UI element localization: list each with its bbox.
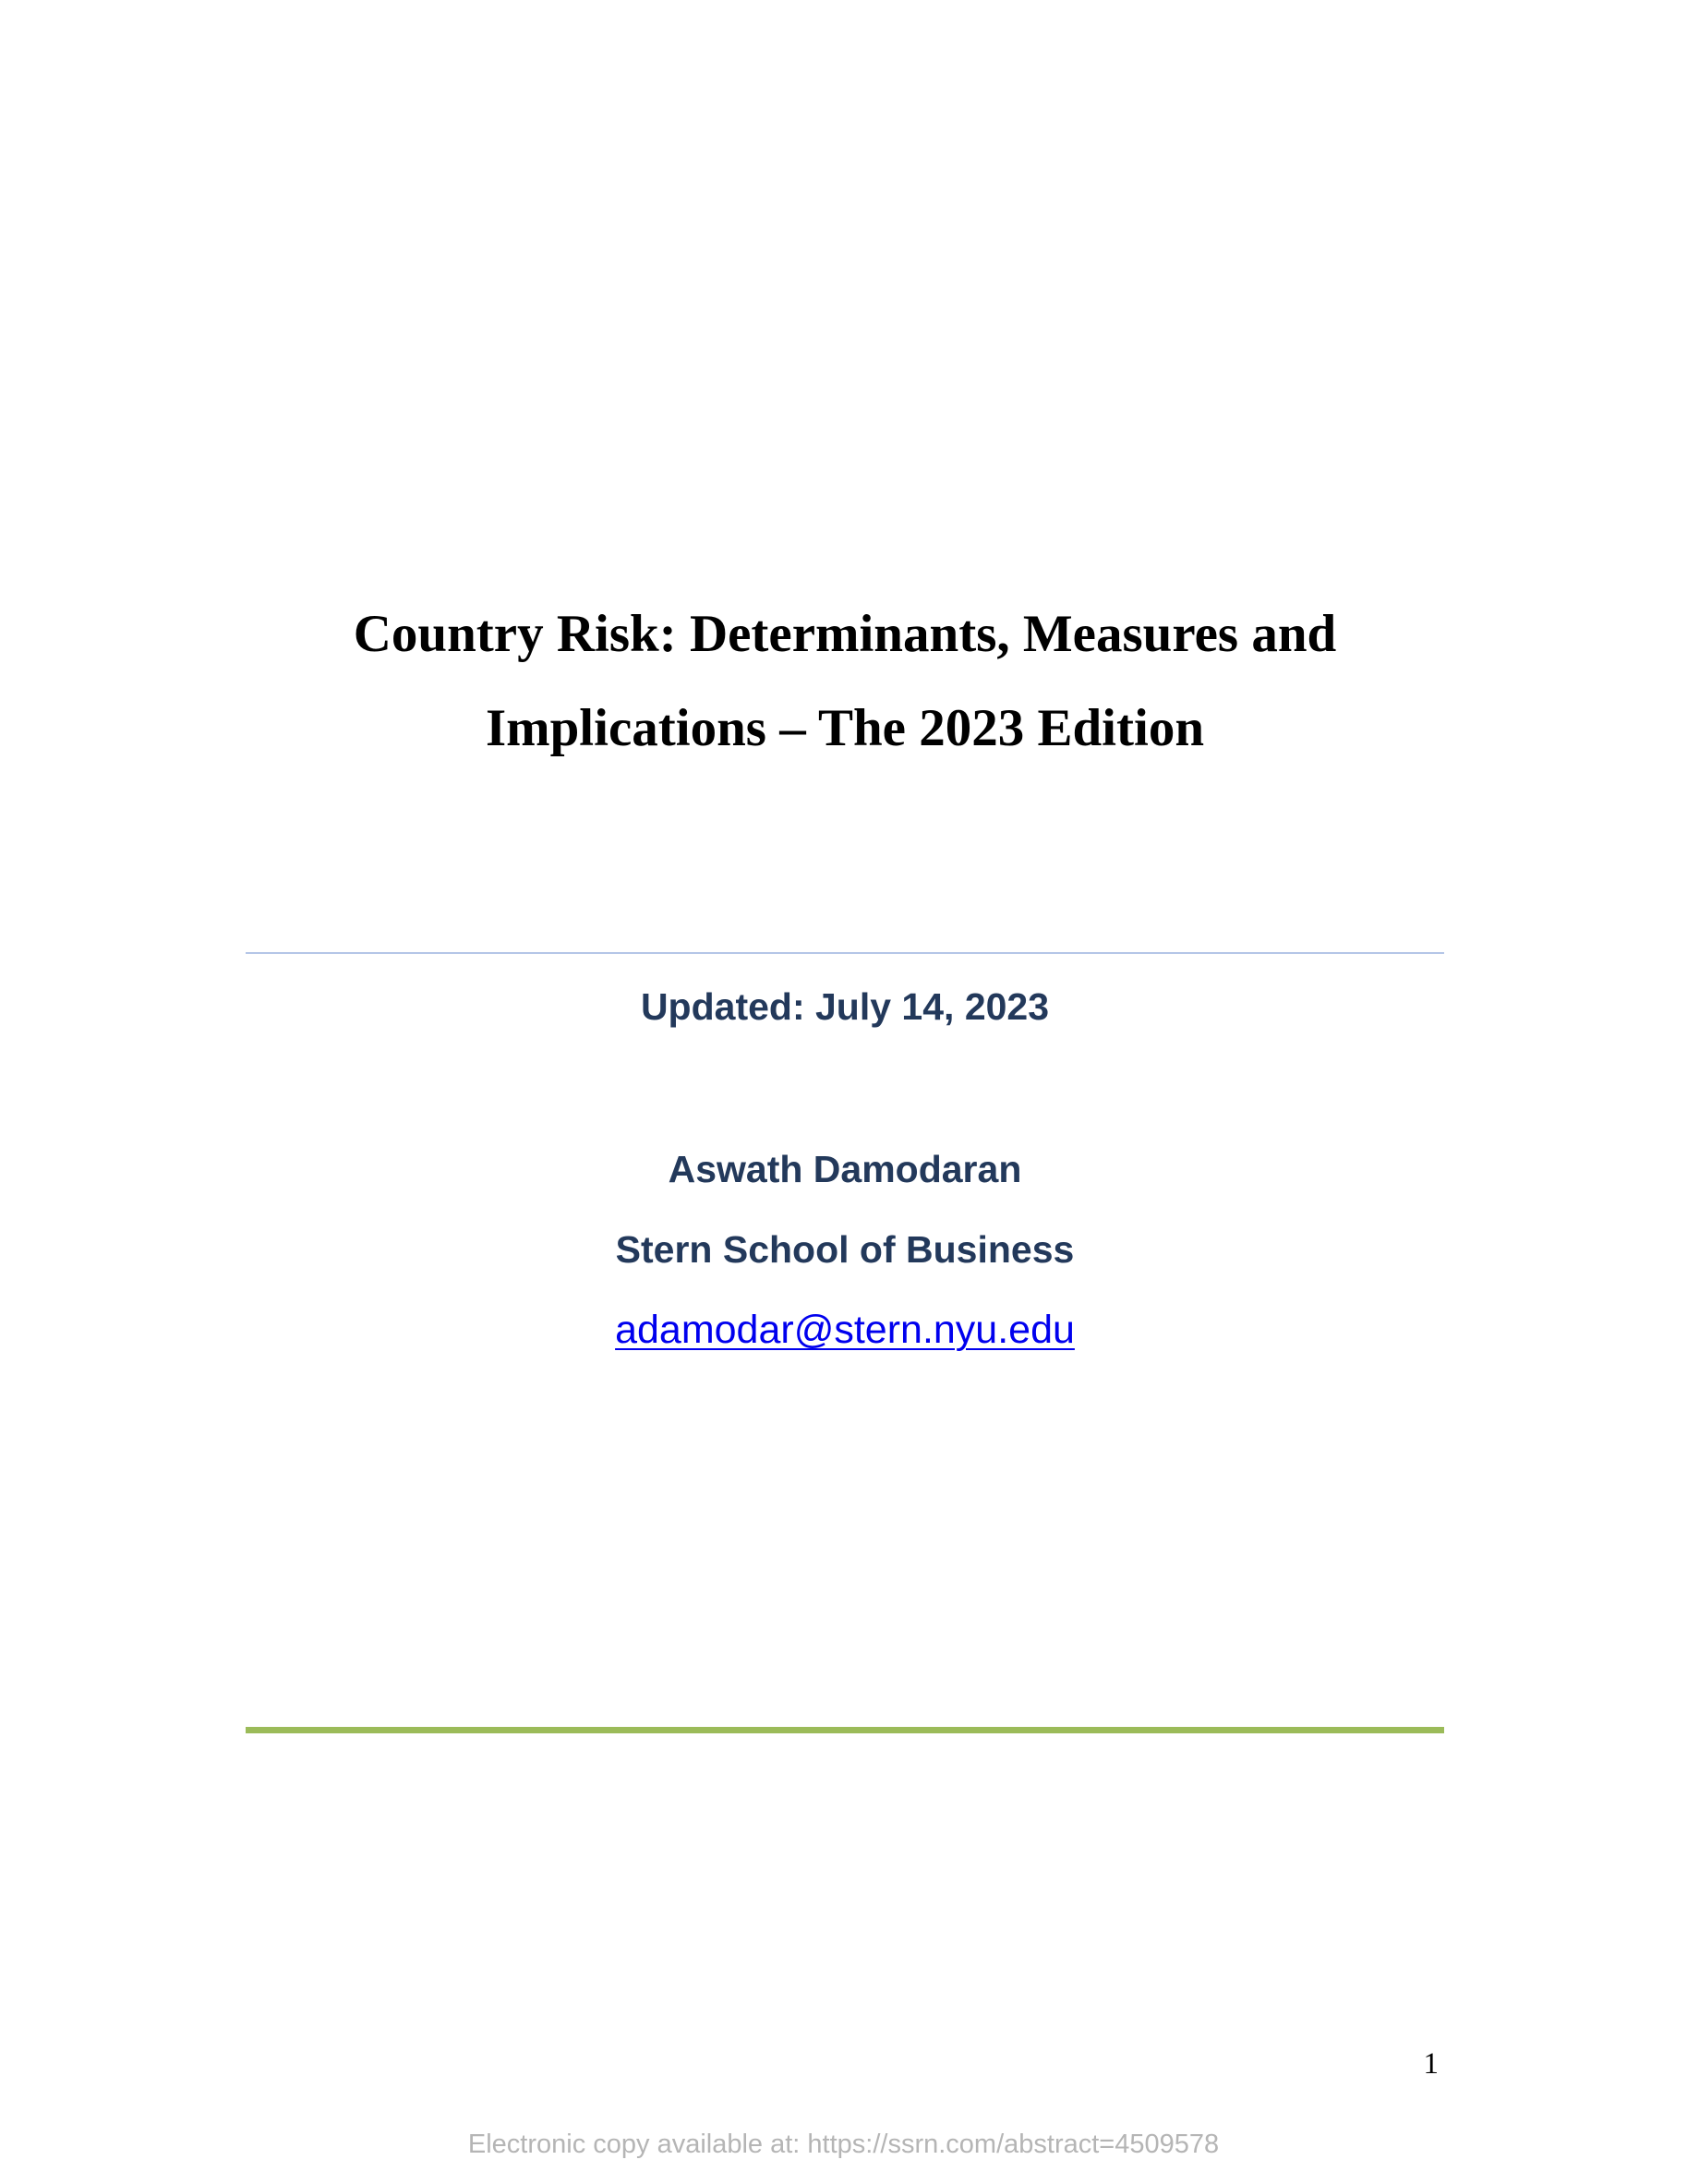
author-affiliation: Stern School of Business bbox=[615, 1228, 1075, 1271]
author-email bbox=[246, 1302, 1444, 1357]
title-line-2: Implications – The 2023 Edition bbox=[485, 699, 1205, 757]
document-title bbox=[246, 587, 1444, 776]
top-divider bbox=[246, 952, 1444, 954]
author-name: Aswath Damodaran bbox=[668, 1148, 1022, 1190]
bottom-divider bbox=[246, 1727, 1444, 1733]
updated-date: Updated: July 14, 2023 bbox=[640, 985, 1050, 1028]
page-number: 1 bbox=[1423, 2047, 1439, 2081]
title-line-1: Country Risk: Determinants, Measures and bbox=[353, 605, 1337, 663]
email-link[interactable]: adamodar@stern.nyu.edu bbox=[615, 1308, 1075, 1352]
ssrn-footer: Electronic copy available at: https://ssrn.com/abstract=4509578 bbox=[467, 2130, 1220, 2159]
